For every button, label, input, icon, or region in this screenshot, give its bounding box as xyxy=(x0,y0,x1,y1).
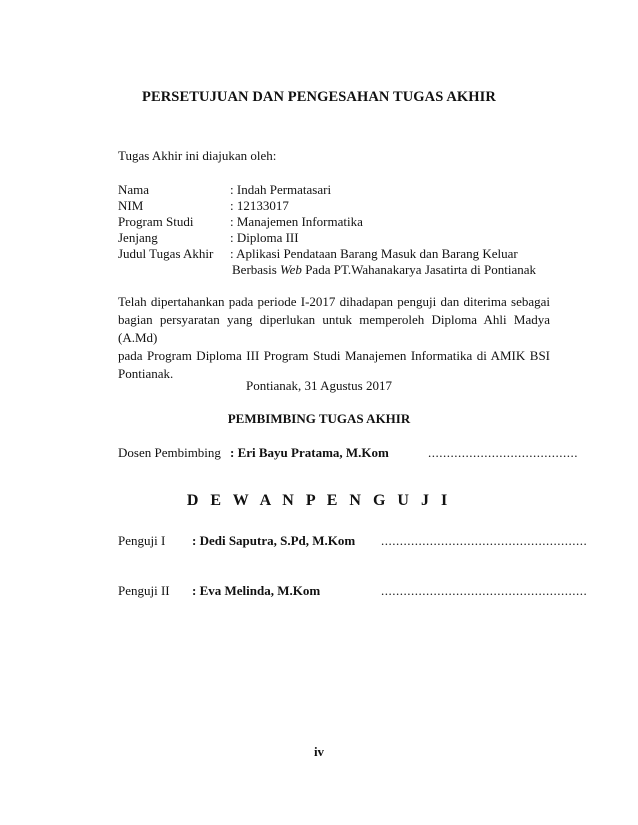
page-number: iv xyxy=(313,744,325,759)
judul-line2-italic: Web xyxy=(280,262,302,277)
paragraph-line-4: Pontianak. xyxy=(118,366,174,381)
paragraph-line-2: bagian persyaratan yang diperlukan untuk memperoleh Diploma Ahli Madya (A.Md) xyxy=(118,312,550,345)
nim-label: NIM xyxy=(118,198,144,213)
nim-value: : 12133017 xyxy=(230,198,289,213)
judul-value-line1: : Aplikasi Pendataan Barang Masuk dan Barang Keluar xyxy=(230,246,518,261)
supervisor-name: : Eri Bayu Pratama, M.Kom xyxy=(230,445,389,460)
supervisor-label: Dosen Pembimbing xyxy=(118,445,221,460)
paragraph-line-3: pada Program Diploma III Program Studi Manajemen Informatika di AMIK BSI xyxy=(118,348,550,363)
examiner-1-name: : Dedi Saputra, S.Pd, M.Kom xyxy=(192,533,356,548)
prodi-label: Program Studi xyxy=(118,214,194,229)
place-date: Pontianak, 31 Agustus 2017 xyxy=(246,378,392,393)
judul-value-line2 xyxy=(232,262,536,278)
nama-value: : Indah Permatasari xyxy=(230,182,332,197)
examiner-2-label: Penguji II xyxy=(118,583,170,598)
judul-label: Judul Tugas Akhir xyxy=(118,246,214,261)
examiner-2-name: : Eva Melinda, M.Kom xyxy=(192,583,321,598)
jenjang-label: Jenjang xyxy=(118,230,158,245)
supervisor-signature-line: ........................................ xyxy=(428,445,578,460)
approval-paragraph xyxy=(118,293,550,383)
paragraph-line-1: Telah dipertahankan pada periode I-2017 dihadapan penguji dan diterima sebagai xyxy=(118,294,550,309)
jenjang-value: : Diploma III xyxy=(230,230,299,245)
examiner-1-signature-line: ....................................................... xyxy=(381,533,588,548)
prodi-value: : Manajemen Informatika xyxy=(230,214,363,229)
examiner-1-label: Penguji I xyxy=(118,533,166,548)
page-title: PERSETUJUAN DAN PENGESAHAN TUGAS AKHIR xyxy=(141,89,496,105)
examiners-heading: D E W A N P E N G U J I xyxy=(186,492,452,509)
examiner-2-signature-line: ....................................................... xyxy=(381,583,588,598)
nama-label: Nama xyxy=(118,182,150,197)
judul-line2-prefix: Berbasis xyxy=(232,262,281,277)
judul-line2-suffix: Pada PT.Wahanakarya Jasatirta di Pontianak xyxy=(301,262,537,277)
supervisor-heading: PEMBIMBING TUGAS AKHIR xyxy=(227,411,411,426)
intro-text: Tugas Akhir ini diajukan oleh: xyxy=(118,148,277,163)
